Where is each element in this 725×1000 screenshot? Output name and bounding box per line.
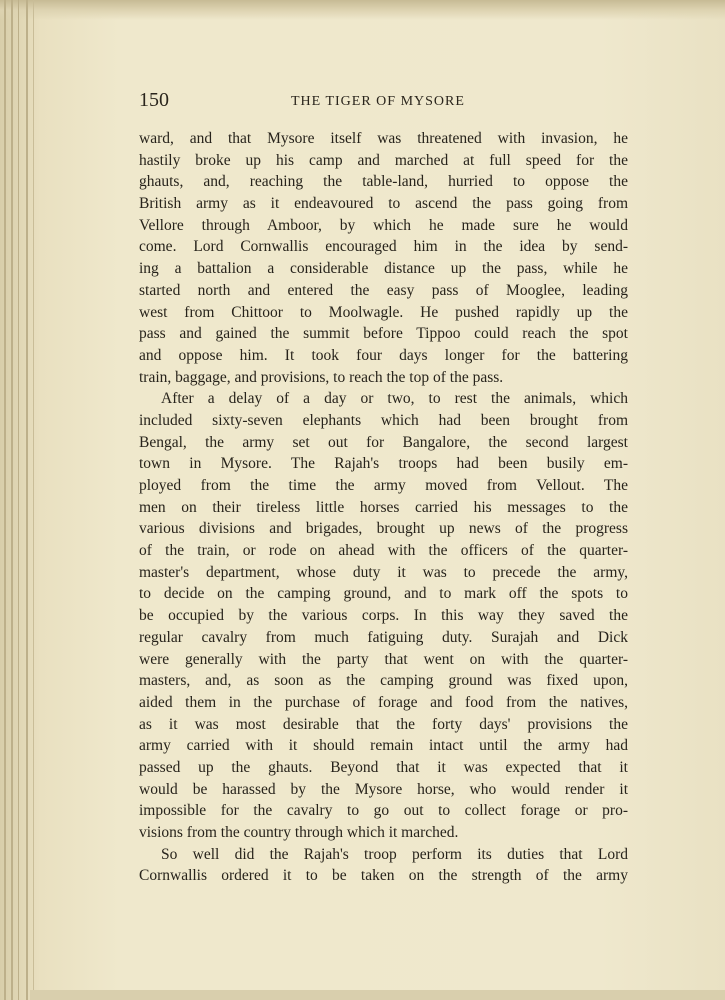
text-line: included sixty-seven elephants which had been brought from: [139, 411, 628, 429]
text-line: train, baggage, and provisions, to reach the top of the pass.: [139, 368, 504, 386]
body-text: [139, 128, 628, 887]
book-spine: [0, 0, 40, 1000]
text-line: hastily broke up his camp and marched at full speed for the: [139, 151, 628, 169]
text-line: passed up the ghauts. Beyond that it was expected that it: [139, 758, 628, 776]
text-line: come. Lord Cornwallis encouraged him in the idea by send-: [139, 238, 628, 256]
text-line: of the train, or rode on ahead with the officers of the quarter-: [139, 542, 628, 560]
text-line: men on their tireless little horses carried his messages to the: [139, 498, 628, 516]
text-line: master's department, whose duty it was to precede the army,: [139, 563, 628, 581]
page-header: [139, 88, 625, 116]
text-line: After a delay of a day or two, to rest the animals, which: [161, 390, 628, 408]
text-line: town in Mysore. The Rajah's troops had been busily em-: [139, 455, 628, 473]
text-line: Bengal, the army set out for Bangalore, the second largest: [139, 433, 628, 451]
text-line: British army as it endeavoured to ascend the pass going from: [139, 195, 628, 213]
text-line: pass and gained the summit before Tippoo could reach the spot: [139, 325, 628, 343]
text-line: ing a battalion a considerable distance up the pass, while he: [139, 260, 628, 278]
text-line: regular cavalry from much fatiguing duty. Surajah and Dick: [139, 628, 628, 646]
text-line: to decide on the camping ground, and to mark off the spots to: [139, 585, 628, 603]
text-line: ployed from the time the army moved from Vellout. The: [139, 477, 628, 494]
text-line: would be harassed by the Mysore horse, who would render it: [139, 780, 628, 798]
page-top-edge: [0, 0, 725, 20]
page-number: 150: [139, 89, 169, 111]
text-line: Cornwallis ordered it to be taken on the strength of the army: [139, 867, 628, 885]
text-line: Vellore through Amboor, by which he made sure he would: [139, 216, 628, 234]
text-line: started north and entered the easy pass of Mooglee, leading: [139, 281, 628, 299]
text-line: army carried with it should remain intact until the army had: [139, 737, 628, 755]
text-line: impossible for the cavalry to go out to collect forage or pro-: [139, 802, 628, 820]
text-line: aided them in the purchase of forage and food from the natives,: [139, 693, 628, 711]
text-line: west from Chittoor to Moolwagle. He pushed rapidly up the: [139, 303, 628, 321]
text-line: various divisions and brigades, brought up news of the progress: [139, 520, 628, 538]
text-line: masters, and, as soon as the camping ground was fixed upon,: [139, 672, 628, 690]
text-line: ghauts, and, reaching the table-land, hurried to oppose the: [139, 173, 628, 191]
text-line: as it was most desirable that the forty days' provisions the: [139, 715, 628, 733]
text-line: ward, and that Mysore itself was threatened with invasion, he: [139, 130, 628, 147]
text-line: visions from the country through which it marched.: [139, 824, 459, 841]
text-line: were generally with the party that went on with the quarter-: [139, 650, 628, 668]
text-line: be occupied by the various corps. In this way they saved the: [139, 607, 628, 625]
text-line: and oppose him. It took four days longer for the battering: [139, 346, 628, 364]
text-line: So well did the Rajah's troop perform its duties that Lord: [161, 845, 628, 863]
page-bottom-edge: [30, 990, 725, 1000]
running-head: THE TIGER OF MYSORE: [291, 94, 465, 109]
